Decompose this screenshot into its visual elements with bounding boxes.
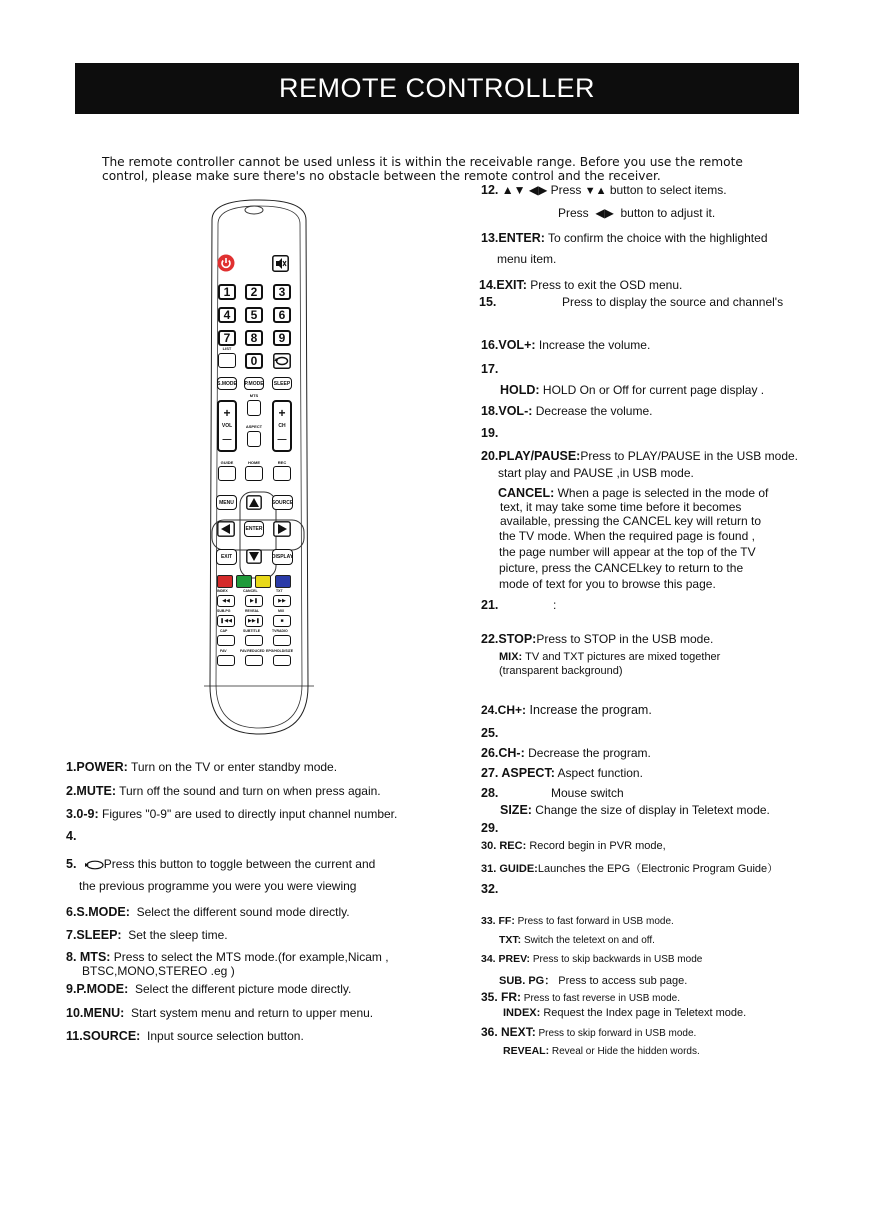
ch-plus[interactable]: + [278, 406, 286, 420]
index-label: INDEX [217, 589, 228, 593]
item-20-text: Press to PLAY/PAUSE in the USB mode. [580, 449, 798, 463]
item-4-number: 4. [66, 829, 77, 843]
skip-back-icon: ❚◀◀ [220, 618, 232, 624]
stop-button[interactable] [273, 615, 291, 627]
recall-icon-inline [84, 860, 104, 870]
key-0[interactable]: 0 [245, 353, 263, 369]
list-label: LIST [222, 346, 232, 351]
item-14 [479, 278, 682, 292]
item-11 [66, 1029, 304, 1043]
item-21-colon: : [553, 598, 557, 612]
item-17-number: 17. [481, 362, 499, 376]
item-2-label: 2.MUTE: [66, 784, 116, 798]
size-label: SIZE: [500, 803, 532, 817]
item-11-text: Input source selection button. [147, 1029, 304, 1043]
play-pause-button[interactable] [245, 595, 263, 607]
item-21 [481, 598, 498, 612]
item-20-cont: start play and PAUSE ,in USB mode. [498, 466, 694, 480]
item-29-number: 29. [481, 821, 499, 835]
page-title: REMOTE CONTROLLER [278, 73, 596, 103]
vol-minus[interactable]: — [222, 434, 232, 444]
item-7-label: 7.SLEEP: [66, 928, 122, 942]
item-1 [66, 760, 337, 774]
rec-label: REC [277, 460, 287, 465]
item-24 [481, 703, 652, 717]
item-30 [481, 840, 666, 852]
p-mode-button[interactable]: P.MODE [244, 377, 264, 390]
power-button[interactable] [217, 254, 235, 272]
mix-desc-cont: (transparent background) [499, 665, 623, 677]
arrows-left-right-icon: ◀▶ [528, 183, 548, 197]
item-7-text: Set the sleep time. [128, 928, 228, 942]
down-button[interactable] [246, 549, 262, 564]
ff-button[interactable] [273, 595, 291, 607]
item-36-label: 36. NEXT: [481, 1025, 536, 1039]
item-27-text: Aspect function. [557, 766, 643, 780]
item-11-label: 11.SOURCE: [66, 1029, 141, 1043]
item-35 [481, 990, 680, 1004]
hold-label: HOLD: [500, 383, 540, 397]
vol-label: VOL [221, 423, 233, 429]
arrow-up-icon [246, 495, 262, 510]
key-4[interactable]: 4 [218, 307, 236, 323]
aspect-button[interactable] [247, 431, 261, 447]
guide-label: GUIDE [220, 460, 234, 465]
red-key[interactable] [217, 575, 233, 588]
item-12-text-d: button to adjust it. [620, 206, 716, 220]
item-16-text: Increase the volume. [538, 338, 651, 352]
cancel-label-text: CANCEL: [498, 486, 555, 500]
up-button[interactable] [246, 495, 262, 510]
item-12-text-a: Press [550, 183, 582, 197]
source-button[interactable]: SOURCE [272, 495, 293, 510]
s-mode-button[interactable]: S.MODE [217, 377, 237, 390]
mute-button[interactable] [272, 255, 289, 272]
green-key[interactable] [236, 575, 252, 588]
item-2 [66, 784, 381, 798]
key-5[interactable]: 5 [245, 307, 263, 323]
epg-button[interactable] [273, 655, 291, 666]
item-6-label: 6.S.MODE: [66, 905, 130, 919]
ch-minus[interactable]: — [277, 434, 287, 444]
item-15-number: 15. [479, 295, 497, 309]
item-30-label: 30. REC: [481, 840, 527, 852]
arrow-right-icon [273, 521, 291, 537]
item-2-text: Turn off the sound and turn on when press again. [119, 784, 381, 798]
fr-button[interactable] [217, 595, 235, 607]
item-12-line-2 [558, 206, 715, 220]
item-19-number: 19. [481, 426, 499, 440]
mts-button[interactable] [247, 400, 261, 416]
cap-button[interactable] [217, 635, 235, 646]
reveal-label: REVEAL [245, 609, 260, 613]
item-13-text: To confirm the choice with the highlighted [548, 231, 768, 245]
item-35-text: Press to fast reverse in USB mode. [523, 993, 680, 1004]
arrow-left-icon [217, 521, 235, 537]
item-1-label: 1.POWER: [66, 760, 128, 774]
item-33 [481, 915, 674, 927]
item-22-text: Press to STOP in the USB mode. [536, 632, 714, 646]
item-31-text: Launches the EPG（Electronic Program Guide） [537, 863, 779, 875]
item-13 [481, 231, 768, 245]
key-6[interactable]: 6 [273, 307, 291, 323]
key-8[interactable]: 8 [245, 330, 263, 346]
cancel-line-2: text, it may take some time before it becomes [500, 500, 742, 514]
subpg-text: Press to access sub page. [558, 975, 688, 987]
fav-button[interactable] [217, 655, 235, 666]
volume-rocker[interactable] [217, 400, 237, 452]
index-text: Request the Index page in Teletext mode. [543, 1007, 747, 1019]
key-3[interactable]: 3 [273, 284, 291, 300]
yellow-key[interactable] [255, 575, 271, 588]
item-8 [66, 950, 389, 964]
item-19 [481, 426, 498, 440]
menu-button[interactable]: MENU [216, 495, 237, 510]
txt-label-text: TXT: [499, 934, 522, 946]
item-3 [66, 807, 397, 821]
index-label-text: INDEX: [503, 1007, 541, 1019]
mix-label: MIX [278, 609, 285, 613]
key-2[interactable]: 2 [245, 284, 263, 300]
fast-reverse-icon: ◀◀ [222, 598, 230, 604]
hold-desc [500, 383, 764, 397]
guide-button[interactable] [218, 466, 236, 481]
subpg-label: SUB.PG [217, 609, 231, 613]
item-14-label: 14.EXIT: [479, 278, 527, 292]
item-24-label: 24.CH+: [481, 703, 527, 717]
ch-label: CH [278, 423, 286, 429]
cancel-line-6: picture, press the CANCELkey to return to the [499, 561, 744, 575]
item-9-label: 9.P.MODE: [66, 982, 129, 996]
item-16-label: 16.VOL+: [481, 338, 536, 352]
channel-rocker[interactable] [272, 400, 292, 452]
item-10-label: 10.MENU: [66, 1006, 125, 1020]
sleep-button[interactable]: SLEEP [272, 377, 292, 390]
item-33-text: Press to fast forward in USB mode. [517, 916, 674, 927]
list-button[interactable] [218, 353, 236, 368]
right-button[interactable] [273, 521, 291, 537]
arrows-left-right-icon-2: ◀▶ [592, 206, 618, 220]
item-21-number: 21. [481, 598, 499, 612]
item-26-label: 26.CH-: [481, 746, 525, 760]
item-28-text: Mouse switch [551, 786, 624, 800]
key-9[interactable]: 9 [273, 330, 291, 346]
cancel-line-4: the TV mode. When the required page is found , [499, 529, 755, 543]
power-icon [217, 254, 235, 272]
item-10 [66, 1006, 373, 1020]
item-25-number: 25. [481, 726, 499, 740]
cancel-line-1: When a page is selected in the mode of [557, 486, 769, 500]
item-32 [481, 882, 498, 896]
size-desc [500, 803, 770, 817]
recall-button[interactable] [273, 353, 291, 369]
cancel-label: CANCEL [243, 589, 258, 593]
item-35-label: 35. FR: [481, 990, 522, 1004]
item-34-label: 34. PREV: [481, 953, 531, 965]
key-7[interactable]: 7 [218, 330, 236, 346]
arrow-down-icon [246, 549, 262, 564]
blue-key[interactable] [275, 575, 291, 588]
fav-label: FAV [220, 649, 227, 653]
item-6 [66, 905, 350, 919]
hold-text: HOLD On or Off for current page display . [542, 383, 765, 397]
item-4 [66, 829, 76, 843]
item-18-label: 18.VOL-: [481, 404, 533, 418]
item-33-label: 33. FF: [481, 915, 515, 927]
mute-icon [272, 255, 289, 272]
stop-icon: ■ [280, 618, 284, 624]
reveal-desc [503, 1045, 700, 1057]
fav-reduced-button[interactable] [245, 655, 263, 666]
reveal-label-text: REVEAL: [503, 1045, 550, 1057]
reveal-text: Reveal or Hide the hidden words. [551, 1046, 700, 1057]
skip-forward-icon: ▶▶❚ [248, 618, 260, 624]
item-5-text: Press this button to toggle between the current and [103, 857, 376, 871]
item-30-text: Record begin in PVR mode, [529, 840, 666, 852]
index-desc [503, 1007, 746, 1019]
cancel-desc [498, 486, 768, 500]
arrows-up-down-icon: ▲▼ [501, 183, 526, 197]
mts-label: MTS [249, 393, 259, 398]
item-22 [481, 632, 713, 646]
item-14-text: Press to exit the OSD menu. [530, 278, 683, 292]
item-27-label: 27. ASPECT: [481, 766, 555, 780]
mix-desc [499, 651, 720, 663]
item-15-text: Press to display the source and channel's [562, 295, 784, 309]
item-16 [481, 338, 650, 352]
item-12-text-b: button to select items. [609, 183, 727, 197]
txt-text: Switch the teletext on and off. [523, 935, 655, 946]
item-3-text: Figures "0-9" are used to directly input channel number. [102, 807, 398, 821]
txt-desc [499, 934, 655, 946]
item-5 [66, 857, 375, 871]
item-3-label: 3.0-9: [66, 807, 99, 821]
item-28 [481, 786, 498, 800]
item-12 [481, 183, 727, 197]
item-31 [481, 860, 778, 876]
item-5-cont: the previous programme you were you were viewing [79, 879, 357, 893]
item-32-number: 32. [481, 882, 499, 896]
item-12-number: 12. [481, 183, 499, 197]
item-34-text: Press to skip backwards in USB mode [532, 954, 703, 965]
item-22-label: 22.STOP: [481, 632, 537, 646]
subtitle-button[interactable] [245, 635, 263, 646]
item-6-text: Select the different sound mode directly. [136, 905, 350, 919]
item-5-number: 5. [66, 857, 77, 871]
item-26-text: Decrease the program. [528, 746, 651, 760]
fast-forward-icon: ▶▶ [278, 598, 286, 604]
aspect-label: ASPECT [245, 424, 263, 429]
item-34 [481, 953, 702, 965]
item-36 [481, 1025, 696, 1039]
item-13-cont: menu item. [497, 252, 557, 266]
cancel-line-5: the page number will appear at the top of the TV [499, 545, 756, 559]
item-10-text: Start system menu and return to upper menu. [131, 1006, 374, 1020]
remote-illustration [196, 198, 322, 738]
mix-label-text: MIX: [499, 651, 523, 663]
item-25 [481, 726, 498, 740]
item-20-label: 20.PLAY/PAUSE: [481, 449, 581, 463]
item-27 [481, 766, 643, 780]
next-button[interactable] [245, 615, 263, 627]
arrows-down-up-icon: ▼▲ [584, 185, 607, 197]
fav-reduced-label: FAV.REDUCED [240, 649, 265, 653]
item-36-text: Press to skip forward in USB mode. [538, 1028, 697, 1039]
rec-button[interactable] [273, 466, 291, 481]
epg-hold-size-label: EPG/HOLD/SIZE [266, 649, 294, 653]
left-button[interactable] [217, 521, 235, 537]
size-text: Change the size of display in Teletext mode. [535, 803, 770, 817]
item-31-label: 31. GUIDE: [481, 863, 538, 875]
item-8-text: Press to select the MTS mode.(for example,Nicam , [113, 950, 389, 964]
vol-plus[interactable]: + [223, 406, 231, 420]
prev-button[interactable] [217, 615, 235, 627]
intro-line-2: control, please make sure there's no obstacle between the remote control and the receiver. [102, 169, 661, 183]
item-18 [481, 404, 652, 418]
intro-line-1: The remote controller cannot be used unless it is within the receivable range. Before you use the remote [102, 155, 743, 169]
item-8-label: 8. MTS: [66, 950, 111, 964]
item-9-text: Select the different picture mode directly. [134, 982, 352, 996]
cancel-line-7: mode of text for you to browse this page. [499, 577, 716, 591]
item-12-text-c: Press [558, 206, 589, 220]
item-15 [479, 295, 496, 309]
exit-button[interactable]: EXIT [216, 549, 237, 565]
title-banner [75, 63, 799, 114]
item-29 [481, 821, 498, 835]
item-17 [481, 362, 498, 376]
cap-label: CAP [220, 629, 228, 633]
recall-icon [273, 353, 291, 369]
item-28-number: 28. [481, 786, 499, 800]
subpg-desc [499, 972, 687, 988]
home-button[interactable] [245, 466, 263, 481]
subtitle-label: SUBTITLE [243, 629, 261, 633]
item-13-label: 13.ENTER: [481, 231, 545, 245]
item-26 [481, 746, 651, 760]
txt-label: TXT [276, 589, 283, 593]
item-1-text: Turn on the TV or enter standby mode. [130, 760, 338, 774]
item-7 [66, 928, 228, 942]
display-button[interactable]: DISPLAY [272, 549, 293, 565]
tvradio-button[interactable] [273, 635, 291, 646]
key-1[interactable]: 1 [218, 284, 236, 300]
item-20 [481, 449, 798, 463]
mix-text: TV and TXT pictures are mixed together [525, 651, 721, 663]
play-pause-icon: ▶❚ [249, 598, 259, 604]
subpg-label-text: SUB. PG： [499, 975, 556, 987]
item-9 [66, 982, 351, 996]
cancel-line-3: available, pressing the CANCEL key will return to [500, 514, 762, 528]
item-8-cont: BTSC,MONO,STEREO .eg ) [82, 964, 235, 978]
tvradio-label: TVRADIO [272, 629, 288, 633]
item-24-text: Increase the program. [529, 703, 652, 717]
enter-button[interactable]: ENTER [244, 521, 264, 537]
home-label: HOME [248, 460, 260, 465]
item-18-text: Decrease the volume. [535, 404, 653, 418]
